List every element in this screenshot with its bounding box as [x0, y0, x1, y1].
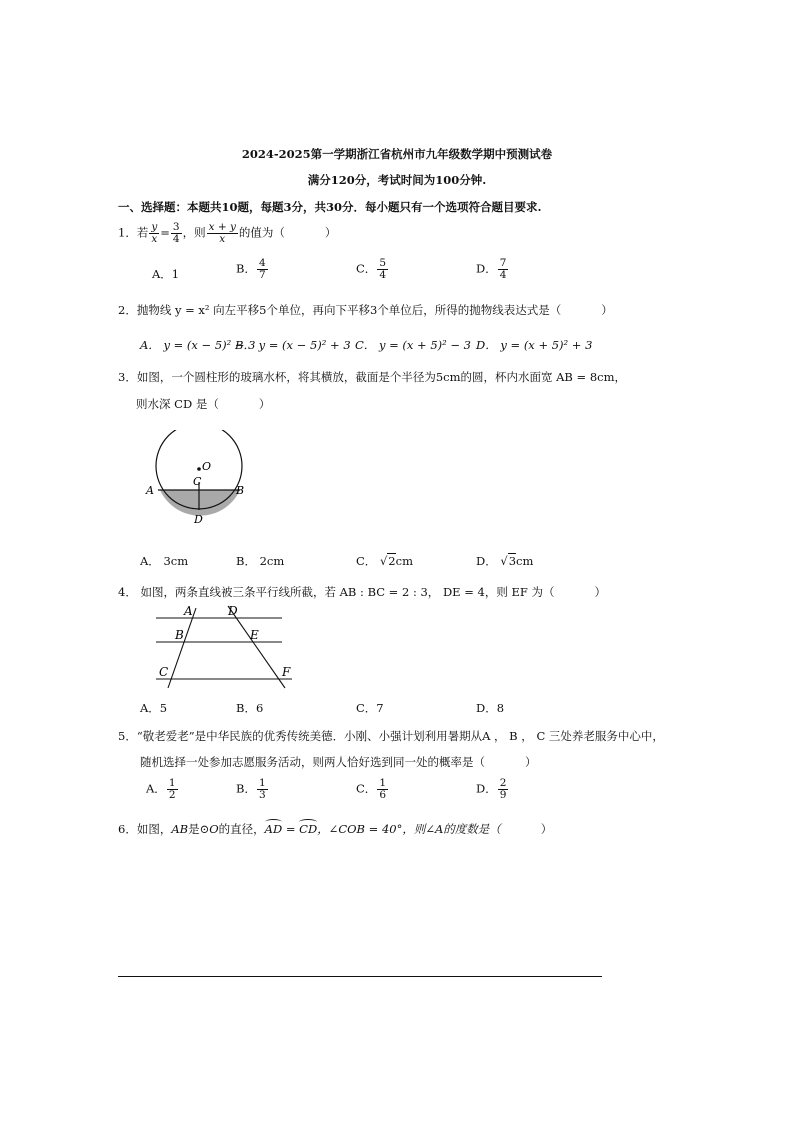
q4-close: ）	[594, 585, 607, 599]
water-segment	[160, 490, 240, 516]
q3-option-b[interactable]: B． 2cm	[236, 554, 285, 568]
q6-eq: =	[282, 822, 300, 836]
q5-option-c-label: C．	[356, 781, 377, 796]
q5-option-b-den: 3	[258, 789, 266, 802]
label-f: F	[282, 665, 291, 679]
q1-expr-fraction	[207, 222, 238, 245]
bottom-rule	[118, 976, 602, 977]
q2-option-b[interactable]: B． y = (x − 5)² + 3	[235, 338, 351, 352]
q3-option-c-label: C．	[356, 554, 377, 568]
q6-pre: 6．如图，	[118, 822, 172, 836]
label-b: B	[175, 628, 184, 642]
q4-option-b[interactable]: B．6	[236, 701, 264, 715]
q5-option-c-den: 6	[379, 789, 386, 802]
q5-option-d-num: 2	[499, 777, 507, 789]
q1-option-d-fraction	[498, 258, 509, 281]
q1-value-fraction	[171, 222, 182, 245]
q5-option-c[interactable]	[356, 778, 389, 801]
question-3-line-1: 3．如图，一个圆柱形的玻璃水杯，将其横放，截面是个半径为5cm的圆，杯内水面宽 AB = 8cm，	[118, 370, 626, 384]
q1-option-b[interactable]	[236, 258, 269, 281]
q3-option-d[interactable]: D． √3cm	[476, 554, 534, 568]
q5-option-c-num: 1	[379, 777, 386, 789]
q1-option-c-label: C．	[356, 261, 377, 276]
q1-option-b-den: 7	[258, 269, 266, 282]
label-o: O	[202, 460, 212, 473]
q3-circle-figure	[140, 430, 260, 530]
q1-option-a[interactable]: A．1	[152, 267, 180, 281]
q4-option-d[interactable]: D．8	[476, 701, 505, 715]
label-c: C	[159, 665, 169, 679]
q6-t1: 是⊙	[188, 822, 210, 836]
q3-option-c-unit: cm	[395, 554, 413, 568]
q1-post: 的值为（	[238, 225, 285, 240]
question-1	[118, 222, 336, 245]
q1-option-d-den: 4	[499, 269, 507, 282]
label-e: E	[250, 628, 259, 642]
label-b: B	[236, 484, 245, 497]
q5-option-b-num: 1	[258, 777, 266, 789]
q5-option-b-fraction	[257, 778, 268, 801]
label-d: D	[194, 513, 203, 526]
q5-option-a-num: 1	[168, 777, 176, 789]
q4-option-a[interactable]: A．5	[140, 701, 168, 715]
question-6	[118, 821, 552, 837]
q1-option-c-fraction	[377, 258, 388, 281]
q3-option-c[interactable]: C． √2cm	[356, 554, 413, 568]
question-3-line-2	[136, 396, 270, 412]
q4-text: 4． 如图，两条直线被三条平行线所截，若 AB : BC = 2 : 3， DE = 4，则 EF 为（	[118, 585, 555, 599]
label-c: C	[193, 475, 202, 488]
q1-option-c[interactable]	[356, 258, 389, 281]
q2-close: ）	[601, 303, 613, 317]
q6-t2: 的直径，	[218, 822, 265, 836]
transversal-ac	[168, 608, 196, 688]
q1-given-fraction	[149, 222, 159, 245]
label-a: A	[146, 484, 154, 497]
q1-option-b-num: 4	[258, 257, 266, 269]
q1-number: 1．	[118, 225, 137, 240]
center-point-o	[197, 467, 201, 471]
q1-equals: =	[160, 225, 170, 240]
q1-option-d[interactable]	[476, 258, 509, 281]
q5-option-a-label: A．	[146, 781, 166, 796]
q1-option-c-num: 5	[379, 257, 386, 269]
q6-close: ）	[540, 822, 553, 836]
q2-option-a[interactable]: A． y = (x − 5)² − 3	[140, 338, 256, 352]
q5-option-d[interactable]	[476, 778, 509, 801]
q5-option-b-label: B．	[236, 781, 256, 796]
q5-option-a[interactable]	[146, 778, 179, 801]
q1-expr-den: x	[219, 233, 226, 246]
q1-pre: 若	[136, 225, 149, 240]
q4-option-c[interactable]: C．7	[356, 701, 384, 715]
question-4	[118, 584, 606, 600]
q1-value-den: 4	[172, 233, 180, 246]
q5-option-b[interactable]	[236, 778, 269, 801]
q1-value-num: 3	[172, 221, 180, 233]
q2-option-d[interactable]: D． y = (x + 5)² + 3	[476, 338, 593, 352]
question-5-line-1: 5．“敬老爱老”是中华民族的优秀传统美德．小刚、小强计划利用暑期从A ， B ， C 三处养老服务中心中，	[118, 729, 664, 743]
q3-line-2-text: 则水深 CD 是（	[136, 397, 219, 411]
q4-parallel-lines-figure	[150, 602, 300, 692]
q6-ab: AB	[171, 822, 189, 836]
q1-option-d-label: D．	[476, 261, 497, 276]
q1-option-b-label: B．	[236, 261, 256, 276]
paper-title: 2024-2025第一学期浙江省杭州市九年级数学期中预测试卷	[241, 147, 553, 161]
q6-t3: ，∠COB = 40°，则∠A的度数是（	[317, 822, 501, 836]
q5-option-d-fraction	[498, 778, 509, 801]
paper-subtitle: 满分120分，考试时间为100分钟.	[307, 173, 487, 187]
q5-option-d-label: D．	[476, 781, 497, 796]
label-d: D	[228, 604, 238, 618]
q1-option-b-fraction	[257, 258, 268, 281]
q3-option-d-label: D．	[476, 554, 497, 568]
q5-option-c-fraction	[377, 778, 388, 801]
q2-text: 2．抛物线 y = x² 向左平移5个单位，再向下平移3个单位后，所得的抛物线表达式是（	[118, 303, 562, 317]
q1-given-num: y	[151, 221, 158, 233]
label-a: A	[184, 604, 193, 618]
q1-expr-num: x + y	[208, 221, 236, 233]
section-heading: 一、选择题：本题共10题，每题3分，共30分．每小题只有一个选项符合题目要求.	[118, 200, 542, 214]
question-5-line-2	[140, 754, 537, 770]
q1-given-den: x	[151, 233, 158, 246]
q1-option-c-den: 4	[379, 269, 386, 282]
q5-option-a-den: 2	[168, 789, 176, 802]
q1-mid: ，则	[182, 225, 206, 240]
q3-close: ）	[258, 397, 271, 411]
q3-option-d-root: 3	[508, 554, 517, 568]
q6-arc-cd: CD	[299, 822, 318, 836]
q5-line-2-text: 随机选择一处参加志愿服务活动，则两人恰好选到同一处的概率是（	[140, 755, 485, 769]
q6-o: O	[209, 822, 219, 836]
q5-option-a-fraction	[167, 778, 178, 801]
question-2	[118, 302, 613, 318]
q5-option-d-den: 9	[499, 789, 507, 802]
q2-option-c[interactable]: C． y = (x + 5)² − 3	[355, 338, 471, 352]
q6-arc-ad: AD	[264, 822, 283, 836]
q3-option-a[interactable]: A． 3cm	[140, 554, 189, 568]
q1-close: ）	[324, 225, 337, 240]
q3-option-d-unit: cm	[516, 554, 534, 568]
q5-close: ）	[525, 755, 537, 769]
q1-option-d-num: 7	[499, 257, 507, 269]
q3-option-c-root: 2	[388, 554, 396, 568]
